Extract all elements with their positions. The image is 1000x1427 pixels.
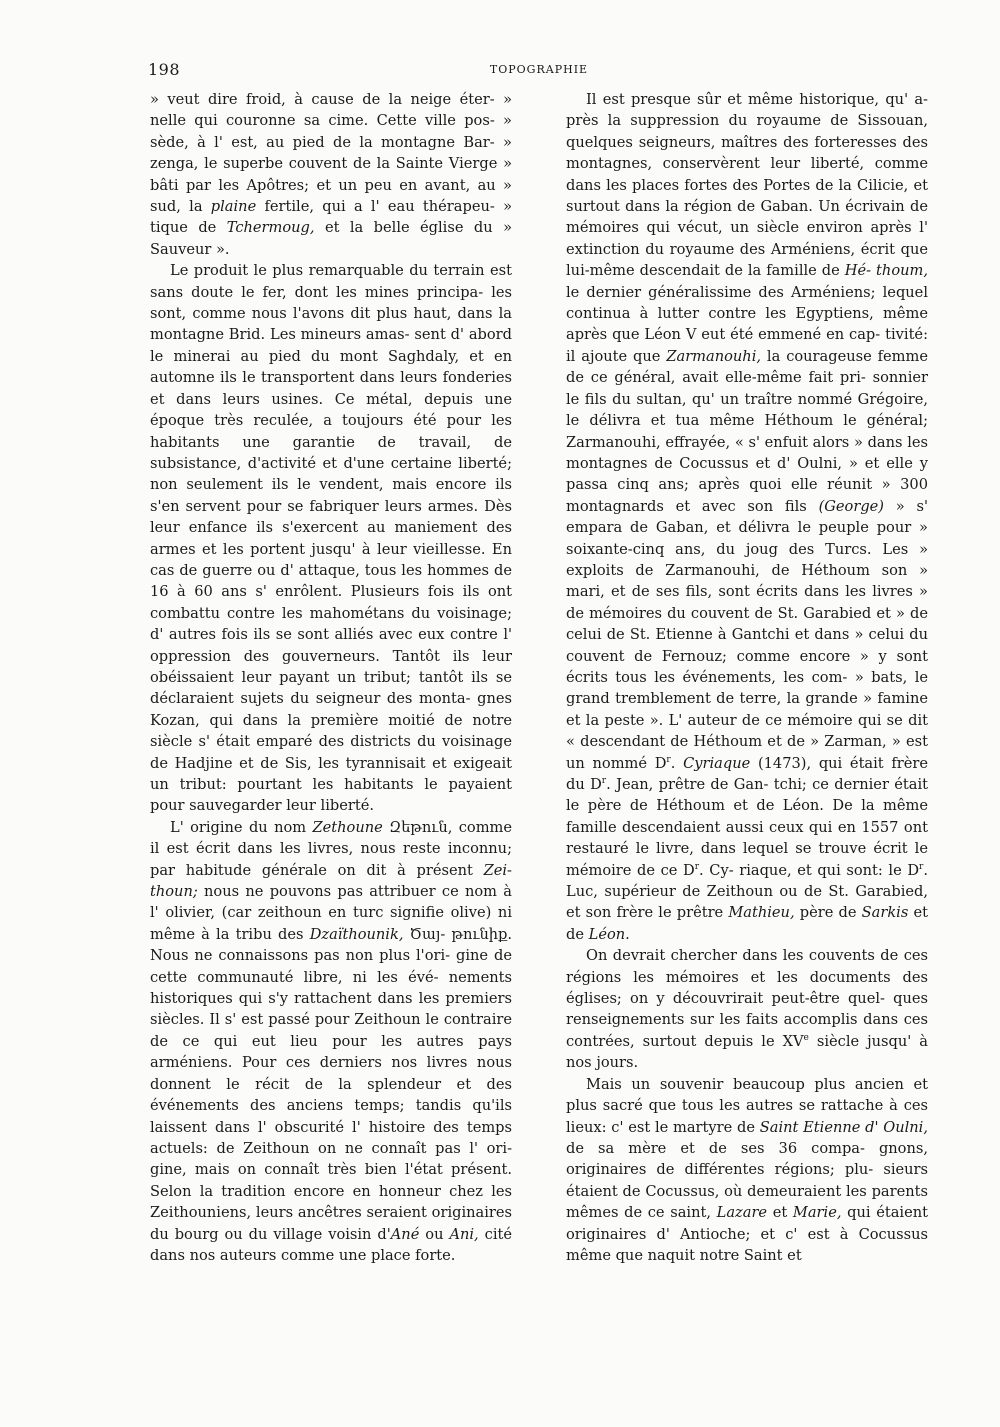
superscript-text: e <box>803 1033 809 1044</box>
text-run: et <box>767 1204 793 1222</box>
running-head <box>148 60 930 84</box>
page-number: 198 <box>148 60 181 79</box>
text-column-left <box>150 89 512 1266</box>
superscript-text: r <box>694 861 700 872</box>
text-run: le dernier généralissime des Arméniens; lequel continua à lutter contre les Egyptiens, même après que Léon V eut été emmené en cap- tivité: il ajoute que <box>566 283 928 365</box>
text-run: L' origine du nom <box>170 818 313 836</box>
superscript-text: r <box>601 776 607 787</box>
text-run: la courageuse femme de ce général, avait elle-même fait pri- sonnier le fils du sultan, qu' un traître nommé Grégoire, le délivra et tua même Héthoum le général; Zarmanouhi, effrayée, « s' enfuit alors » dans les montagnes de Cocussus et d' Oulni, » et elle y passa cinq ans; après quoi elle réunit » 300 montagnards et avec son fils <box>566 347 928 515</box>
text-run: et de <box>566 904 929 943</box>
text-run: Il est presque sûr et même historique, qu' a- près la suppression du royaume de Sissouan, quelques seigneurs, maîtres des forteresses des montagnes, conservèrent leur liberté, comme dans les places fortes des Portes de la Cilicie, et surtout dans la région de Gaban. Un écrivain de mémoires qui vécut, un siècle environ après l' extinction du royaume des Arméniens, écrit que lui-même descendait de la famille de <box>566 91 928 280</box>
italic-text: Cyriaque <box>683 754 751 772</box>
running-title: TOPOGRAPHIE <box>489 63 589 76</box>
text-run: Le produit le plus remarquable du terrain est sans doute le fer, dont les mines principa- les sont, comme nous l'avons dit plus haut, dans la montagne Brid. Les mineurs amas- sent d' abord le minerai au pied du mont Saghdaly, et en automne ils le transportent dans leurs fonderies et dans leurs usines. Ce métal, depuis une époque très reculée, a toujours été pour les habitants une garantie de travail, de subsistance, d'activité et d'une certaine liberté; non seulement ils le vendent, mais encore ils s'en servent pour se fabriquer leurs armes. Dès leur enfance ils s'exercent au maniement des armes et les portent jusqu' à leur vieillesse. En cas de guerre ou d' attaque, tous les hommes de 16 à 60 ans s' enrôlent. Plusieurs fois ils ont combattu contre les mahométans du voisinage; d' autres fois ils se sont alliés avec eux contre l' oppression des gouverneurs. Tantôt ils leur obéissaient leur payant un tribut; tantôt ils se déclaraient sujets du seigneur des monta- gnes Kozan, qui dans la première moitié de notre siècle s' était emparé des districts du voisinage de Hadjine et de Sis, les tyrannisait et exigeait un tribut: pourtant les habitants le payaient pour sauvegarder leur liberté. <box>150 262 512 815</box>
text-run: Զեթուն, comme il est écrit dans les livres, nous reste inconnu; par habitude générale on dit à présent <box>150 818 513 879</box>
paragraph <box>566 945 928 1073</box>
paragraph <box>566 89 928 945</box>
text-run: . Cy- riaque, et qui sont: le D <box>699 861 920 879</box>
italic-text: Saint Etienne d' Oulni, <box>759 1118 928 1136</box>
text-run: . <box>670 754 684 772</box>
text-run: père de <box>794 904 862 922</box>
italic-text: Léon. <box>588 925 630 943</box>
italic-text: Sarkis <box>861 904 909 922</box>
text-run: et la belle église du » Sauveur ». <box>150 219 512 258</box>
text-run: Ծայ- թունիք. Nous ne connaissons pas non plus l'ori- gine de cette communauté libre, ni les évé- nements historiques qui s'y rattachent dans les premiers siècles. Il s' est passé pour Zeithoun le contraire de ce qui eut lieu pour les autres pays arméniens. Pour ces derniers nos livres nous donnent le récit de la splendeur et des événements des anciens temps; tandis qu'ils laissent dans l' obscurité l' histoire des temps actuels: de Zeithoun on ne connaît pas l' ori- gine, mais on connaît très bien l'état présent. Selon la tradition encore en honneur chez les Zeithouniens, leurs ancêtres seraient originaires du bourg ou du village voisin d' <box>150 925 512 1243</box>
text-run: de sa mère et de ses 36 compa- gnons, originaires de différentes régions; plu- sieurs étaient de Cocussus, où demeuraient les parents mêmes de ce saint, <box>566 1139 928 1222</box>
paragraph <box>566 1074 928 1267</box>
text-run: cité dans nos auteurs comme une place forte. <box>150 1225 512 1264</box>
italic-text: Zarmanouhi, <box>666 347 762 365</box>
italic-text: Zei- thoun; <box>150 861 512 901</box>
italic-text: Tchermoug, <box>226 219 315 237</box>
text-column-right <box>566 89 928 1266</box>
text-run: qui étaient originaires d' Antioche; et c' est à Cocussus même que naquit notre Saint et <box>566 1204 928 1264</box>
text-run: . Luc, supérieur de Zeithoun ou de St. Garabied, et son frère le prêtre <box>566 861 928 922</box>
text-run: » s' empara de Gaban, et délivra le peuple pour » soixante-cinq ans, du joug des Turcs. Les » exploits de Zarmanouhi, de Héthoum son » mari, et de ses fils, sont écrits dans les livres » de mémoires du couvent de St. Garabied et » de celui de St. Etienne à Gantchi et dans » celui du couvent de Fernouz; comme encore » y sont écrits tous les événements, les com- » bats, le grand tremblement de terre, la grande » famine et la peste ». L' auteur de ce mémoire qui se dit « descendant de Héthoum et de » Zarman, » est un nommé D <box>566 497 928 772</box>
superscript-text: r <box>666 754 671 765</box>
paragraph <box>150 817 512 1267</box>
text-run: . Jean, prêtre de Gan- tchi; ce dernier était le père de Héthoum et de Léon. De la même famille descendaient aussi ceux qui en 1557 ont restauré le livre, dans lequel se trouve écrit le mémoire de ce D <box>566 776 928 879</box>
italic-text: Zethoune <box>312 818 383 836</box>
paragraph <box>150 260 512 817</box>
italic-text: plaine <box>210 198 257 216</box>
italic-text: Mathieu, <box>728 904 795 922</box>
text-run: nous ne pouvons pas attribuer ce nom à l' olivier, (car zeithoun en turc signifie olive) ni même à la tribu des <box>150 883 512 943</box>
text-run: » veut dire froid, à cause de la neige éter- » nelle qui couronne sa cime. Cette ville pos- » sède, à l' est, au pied de la montagne Bar- » zenga, le superbe couvent de la Sainte Vierge » bâti par les Apôtres; et un peu en avant, au » sud, la <box>150 91 512 216</box>
italic-text: Ani, <box>449 1225 479 1243</box>
text-run: ou <box>419 1225 450 1243</box>
text-run: siècle jusqu' à nos jours. <box>566 1032 928 1072</box>
italic-text: (George) <box>818 497 884 515</box>
italic-text: Marie, <box>792 1204 842 1222</box>
text-run: (1473), qui était frère du D <box>566 754 929 793</box>
italic-text: Dzaïthounik, <box>309 925 404 943</box>
italic-text: Ané <box>390 1225 420 1243</box>
text-run: fertile, qui a l' eau thérapeu- » tique de <box>150 198 512 237</box>
text-run: On devrait chercher dans les couvents de ces régions les mémoires et les documents des églises; on y découvrirait peut-être quel- ques renseignements sur les faits accomplis dans ces contrées, surtout depuis le XV <box>566 947 928 1050</box>
paragraph <box>150 89 512 260</box>
superscript-text: r <box>919 861 924 872</box>
italic-text: Hé- thoum, <box>844 262 928 280</box>
italic-text: Lazare <box>716 1204 768 1222</box>
text-run: Mais un souvenir beaucoup plus ancien et plus sacré que tous les autres se rattache à ces lieux: c' est le martyre de <box>566 1075 928 1136</box>
